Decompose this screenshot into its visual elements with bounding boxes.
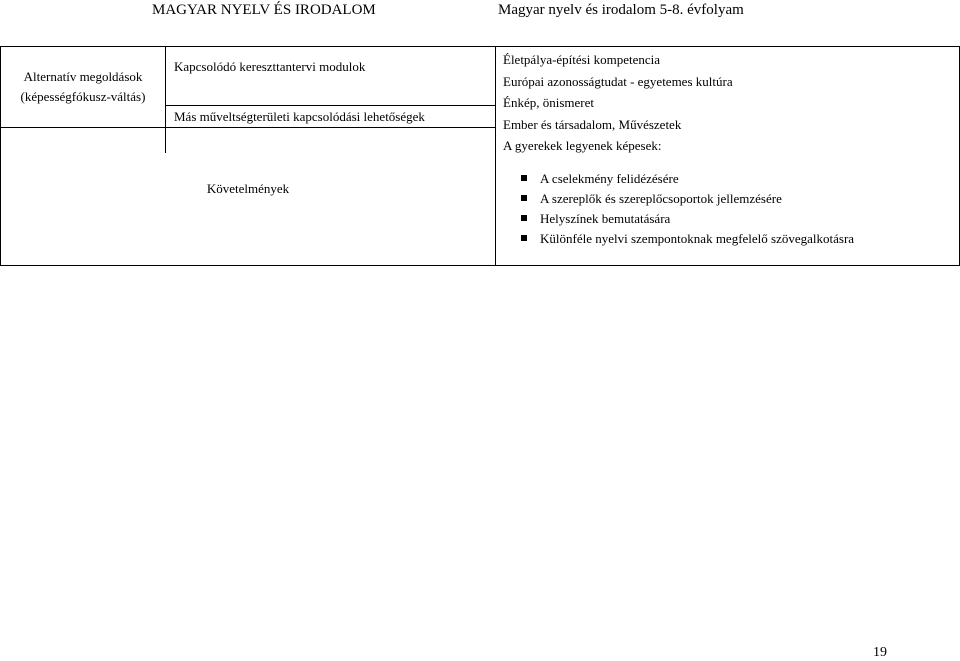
alternatives-label-line1: Alternatív megoldások xyxy=(23,69,143,84)
square-bullet-icon xyxy=(521,175,527,181)
subject-header: MAGYAR NYELV ÉS IRODALOM xyxy=(152,2,376,18)
table-divider-2 xyxy=(495,47,496,265)
table-row-divider xyxy=(1,127,495,128)
list-item xyxy=(511,189,854,209)
course-header: Magyar nyelv és irodalom 5-8. évfolyam xyxy=(498,2,744,18)
competency-intro: A gyerekek legyenek képesek: xyxy=(503,138,662,153)
competency-item: Európai azonosságtudat - egyetemes kultúra xyxy=(503,73,733,89)
list-item xyxy=(511,169,854,189)
alternatives-label-line2: (képességfókusz-váltás) xyxy=(20,89,146,104)
table-divider-1 xyxy=(165,47,166,153)
list-item xyxy=(511,209,854,229)
square-bullet-icon xyxy=(521,215,527,221)
requirement-text: A cselekmény felidézésére xyxy=(540,171,679,186)
page-number: 19 xyxy=(873,645,887,660)
requirements-list xyxy=(511,169,854,249)
table-subrow-divider xyxy=(165,105,495,106)
other-links-label: Más műveltségterületi kapcsolódási lehetőségek xyxy=(174,109,425,124)
competency-item: Énkép, önismeret xyxy=(503,95,594,110)
list-item xyxy=(511,229,854,249)
square-bullet-icon xyxy=(521,195,527,201)
alternatives-cell xyxy=(1,67,165,107)
competencies-list xyxy=(503,49,733,157)
requirement-text: Különféle nyelvi szempontoknak megfelelő szövegalkotásra xyxy=(540,231,855,246)
square-bullet-icon xyxy=(521,235,527,241)
curriculum-table xyxy=(0,46,960,266)
competency-item: Ember és társadalom, Művészetek xyxy=(503,116,682,132)
requirement-text: Helyszínek bemutatására xyxy=(540,211,671,226)
requirement-text: A szereplők és szereplőcsoportok jellemzésére xyxy=(540,191,782,206)
modules-label: Kapcsolódó kereszttantervi modulok xyxy=(174,59,366,74)
requirements-label: Követelmények xyxy=(206,181,290,196)
competency-item: Életpálya-építési kompetencia xyxy=(503,52,661,67)
